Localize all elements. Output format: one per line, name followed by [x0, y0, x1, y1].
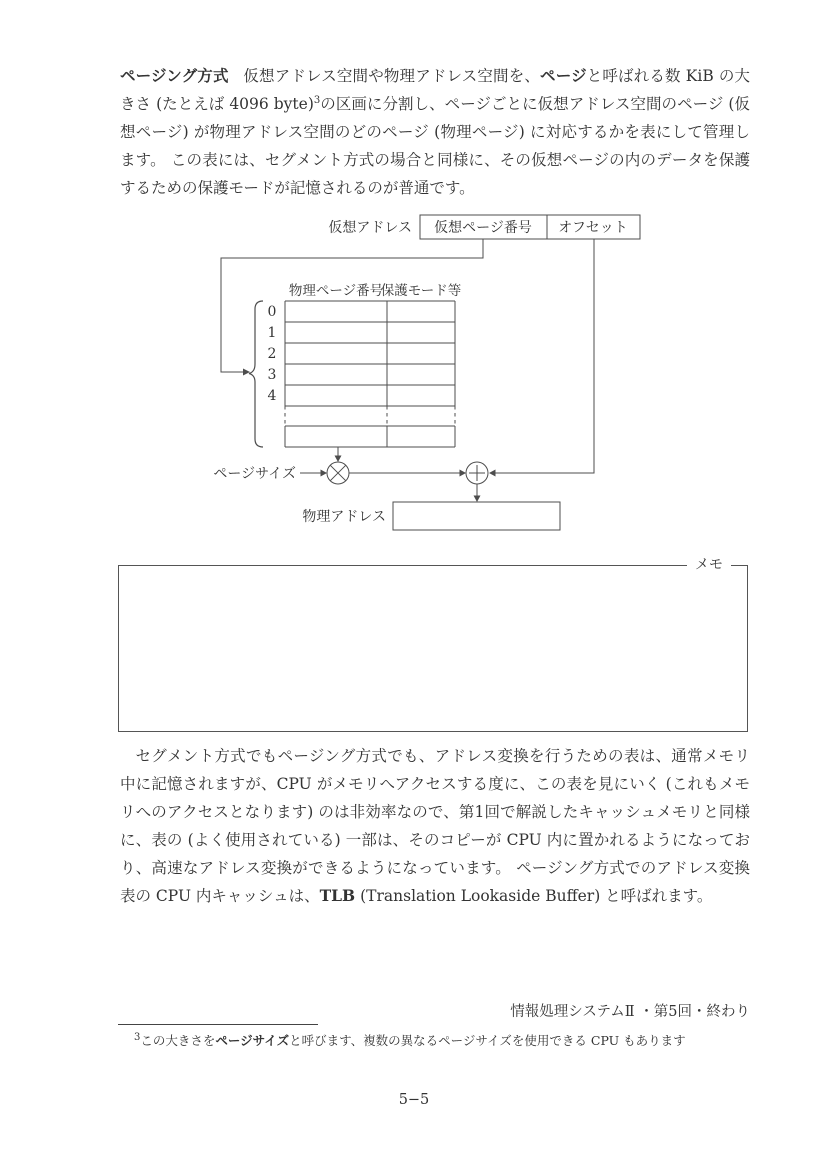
footnote-reference: 3 — [313, 94, 321, 106]
row-label-1: 1 — [267, 325, 277, 341]
page-size-arrowhead-icon — [321, 470, 328, 477]
table-arrowhead-icon — [335, 456, 342, 463]
virtual-page-number-label: 仮想ページ番号 — [434, 220, 532, 236]
plus-icon — [466, 462, 488, 484]
para1-bold-page: ページ — [540, 67, 587, 85]
row-label-3: 3 — [267, 367, 277, 383]
para1-text3: の区画に分割し、ページごとに仮想アドレス空間のページ (仮想ページ) が物理アドレス空間のどのページ (物理ページ) に対応するかを表にして管理します。 この表には、セグメント方式の場合と同様に、その仮想ページの内のデータを保護するための保護モードが記憶されるのが普通です。 — [120, 95, 750, 197]
footnote-text2: と呼びます、複数の異なるページサイズを使用できる CPU もあります — [289, 1033, 686, 1048]
footer-text: 情報処理システムⅡ ・第5回・終わり — [510, 1004, 750, 1020]
page-size-label: ページサイズ — [213, 466, 296, 482]
offset-arrowhead-icon — [489, 470, 496, 477]
adder-arrowhead-icon — [460, 470, 467, 477]
row-label-0: 0 — [267, 304, 277, 320]
table-brace — [249, 301, 263, 447]
footnote — [120, 1031, 762, 1051]
para1-text: 仮想アドレス空間や物理アドレス空間を、 — [243, 67, 541, 85]
vpn-to-table-connector — [221, 239, 483, 372]
page-table — [285, 301, 455, 447]
para2-bold-tlb: TLB — [319, 886, 356, 905]
physical-address-label: 物理アドレス — [302, 509, 386, 525]
virtual-address-label: 仮想アドレス — [328, 220, 412, 236]
paragraph-tlb — [120, 742, 750, 910]
page-number: 5−5 — [398, 1092, 430, 1108]
vpn-arrowhead-icon — [243, 369, 250, 376]
physical-address-box — [393, 502, 560, 530]
paragraph-paging — [120, 62, 750, 202]
protection-mode-header: 保護モード等 — [380, 283, 462, 299]
row-label-4: 4 — [267, 388, 277, 404]
footnote-text: この大きさを — [140, 1033, 216, 1048]
footnote-bold-pagesize: ページサイズ — [215, 1033, 290, 1048]
multiply-icon — [327, 462, 349, 484]
para1-text2: と呼ばれる数 KiB の大きさ (たとえば 4096 byte) — [120, 67, 750, 113]
result-arrowhead-icon — [474, 496, 481, 503]
address-translation-diagram — [0, 210, 828, 545]
memo-label: メモ — [687, 556, 731, 575]
para2-text: セグメント方式でもページング方式でも、アドレス変換を行うための表は、通常メモリ中に記憶されますが、CPU がメモリへアクセスする度に、この表を見にいく (これもメモリへのアクセスとなります) のは非効率なので、第1回で解説したキャッシュメモリと同様に、表の (よく使用されている) 一部は、そのコピーが CPU 内に置かれるようになっており、高速なアドレス変換ができるようになっています。 ページング方式でのアドレス変換表の CPU 内キャッシュは、 — [120, 747, 750, 905]
footnote-marker: 3 — [134, 1031, 141, 1043]
memo-box — [118, 557, 748, 732]
physical-page-number-header: 物理ページ番号 — [288, 283, 384, 299]
row-label-2: 2 — [267, 346, 277, 362]
offset-to-adder-connector — [494, 239, 594, 473]
footnote-rule — [118, 1024, 318, 1025]
para2-text2: (Translation Lookaside Buffer) と呼ばれます。 — [355, 887, 713, 905]
paragraph-heading: ページング方式 — [120, 67, 229, 85]
offset-label: オフセット — [558, 220, 628, 236]
